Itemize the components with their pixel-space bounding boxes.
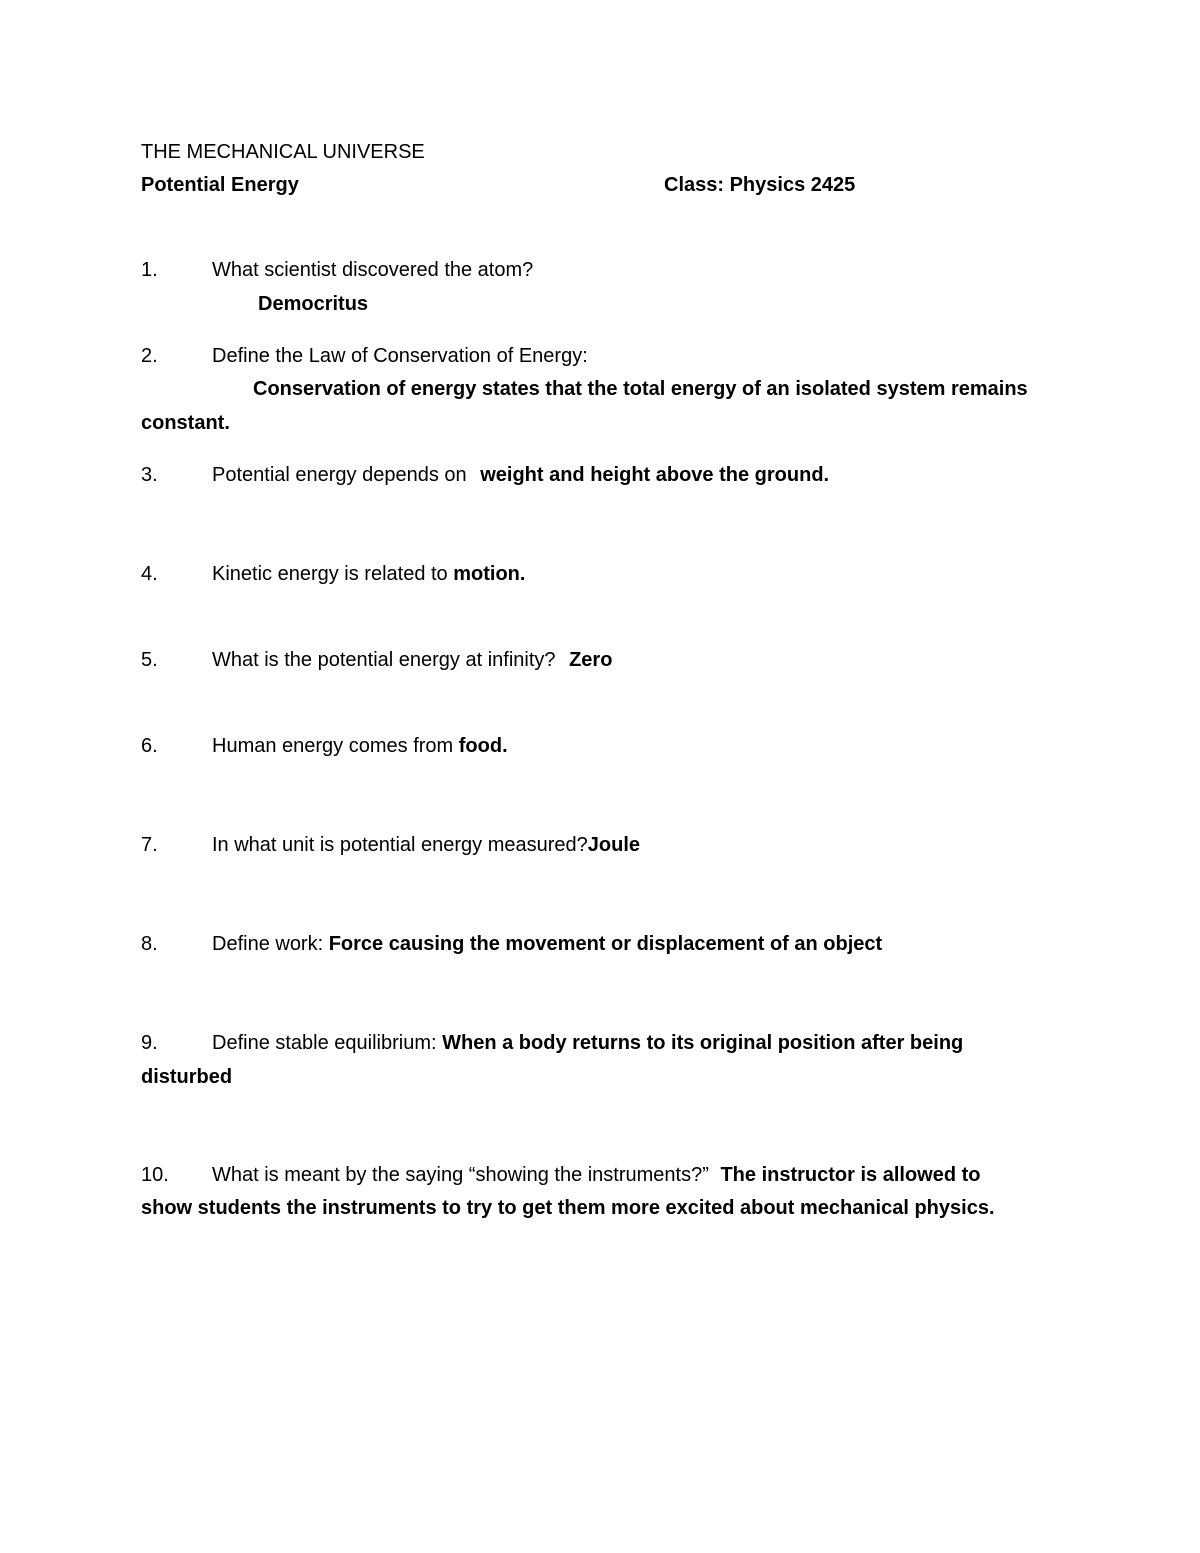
document-title: THE MECHANICAL UNIVERSE xyxy=(141,141,425,163)
answer-8: Force causing the movement or displacement of an object xyxy=(328,933,883,955)
answer-4: motion. xyxy=(453,563,526,585)
question-text: What is the potential energy at infinity? xyxy=(212,649,556,671)
answer-2-line-2: constant. xyxy=(141,412,230,434)
question-3 xyxy=(141,463,829,487)
answer-7: Joule xyxy=(587,834,641,856)
answer-10-line-1: The instructor is allowed to xyxy=(720,1164,981,1186)
question-text: Define the Law of Conservation of Energy: xyxy=(212,345,588,367)
question-number: 1. xyxy=(141,259,158,281)
answer-9-line-1: When a body returns to its original position after being xyxy=(442,1032,964,1054)
answer-5: Zero xyxy=(569,649,613,671)
question-number: 6. xyxy=(141,735,158,757)
question-1 xyxy=(141,258,533,282)
answer-9-line-2: disturbed xyxy=(141,1066,233,1088)
question-number: 3. xyxy=(141,464,158,486)
question-number: 4. xyxy=(141,563,158,585)
question-7 xyxy=(141,833,640,857)
question-2 xyxy=(141,344,588,368)
question-8 xyxy=(141,932,882,956)
question-number: 10. xyxy=(141,1164,169,1186)
question-text: Define stable equilibrium: xyxy=(212,1032,437,1054)
question-number: 5. xyxy=(141,649,158,671)
question-number: 9. xyxy=(141,1032,158,1054)
question-text: What scientist discovered the atom? xyxy=(212,259,534,281)
question-text: Human energy comes from xyxy=(212,735,454,757)
class-label: Class: Physics 2425 xyxy=(664,174,856,196)
answer-3: weight and height above the ground. xyxy=(480,464,830,486)
question-5 xyxy=(141,648,612,672)
question-number: 8. xyxy=(141,933,158,955)
answer-10-line-2: show students the instruments to try to get them more excited about mechanical physics. xyxy=(141,1197,995,1219)
question-6 xyxy=(141,734,508,758)
question-text: In what unit is potential energy measured? xyxy=(212,834,588,856)
question-text: Potential energy depends on xyxy=(212,464,467,486)
question-number: 7. xyxy=(141,834,158,856)
question-10 xyxy=(141,1163,981,1187)
answer-6: food. xyxy=(458,735,508,757)
question-text: Define work: xyxy=(212,933,324,955)
question-9 xyxy=(141,1031,963,1055)
question-number: 2. xyxy=(141,345,158,367)
topic-label: Potential Energy xyxy=(141,174,299,196)
question-text: Kinetic energy is related to xyxy=(212,563,448,585)
answer-2-line-1: Conservation of energy states that the total energy of an isolated system remains xyxy=(253,378,1028,400)
question-text: What is meant by the saying “showing the instruments?” xyxy=(212,1164,709,1186)
document-subtitle xyxy=(141,173,856,197)
answer-1: Democritus xyxy=(258,293,369,315)
question-4 xyxy=(141,562,525,586)
